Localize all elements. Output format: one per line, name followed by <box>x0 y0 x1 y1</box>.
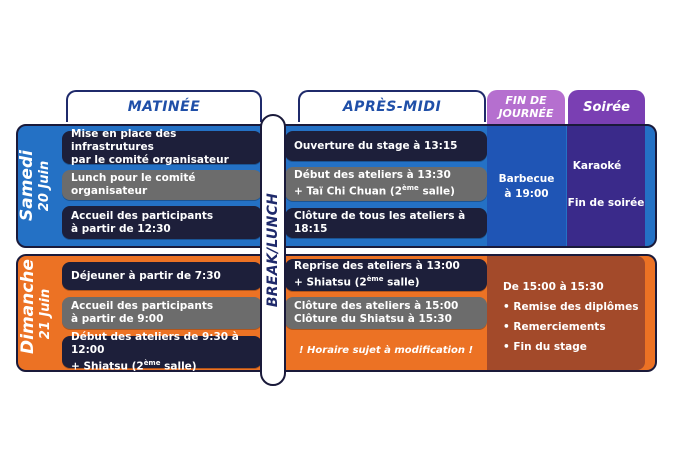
header-apres-midi <box>298 90 486 122</box>
dimanche-morning-item-2 <box>62 297 262 329</box>
samedi-morning-item-3 <box>62 206 262 239</box>
dimanche-end-item-2: • Remerciements <box>503 321 606 333</box>
dimanche-morning-3-line2: + Shiatsu (2ème salle) <box>71 358 197 373</box>
samedi-soiree-column <box>567 126 645 246</box>
samedi-soiree-item-1: Karaoké <box>572 160 622 172</box>
samedi-barbecue <box>487 172 566 204</box>
dimanche-morning-item-3 <box>62 330 262 373</box>
dimanche-end-item-3: • Fin du stage <box>503 341 587 353</box>
samedi-afternoon-item-1 <box>285 131 487 161</box>
dimanche-day-label <box>18 259 56 354</box>
break-lunch-label: BREAK/LUNCH <box>265 192 281 308</box>
samedi-morning-3-line2: à partir de 12:30 <box>71 222 171 235</box>
samedi-afternoon-item-2 <box>285 167 487 201</box>
samedi-morning-3-line1: Accueil des participants <box>71 209 214 222</box>
samedi-soiree-item-2: Fin de soirée <box>567 197 645 209</box>
header-soiree <box>568 90 645 124</box>
samedi-barbecue-line1: Barbecue <box>498 173 555 185</box>
header-fin-line1: FIN DE <box>505 94 547 107</box>
dimanche-afternoon-2-line1: Clôture des ateliers à 15:00 <box>294 300 459 312</box>
samedi-afternoon-2-line1: Début des ateliers à 13:30 <box>294 169 451 182</box>
samedi-date: 20 Juin <box>37 160 52 212</box>
header-fin-de-journee <box>487 90 565 124</box>
samedi-morning-1-line1: Mise en place des infrastrutures <box>71 128 177 153</box>
samedi-barbecue-line2: à 19:00 <box>504 188 549 200</box>
samedi-afternoon-2-line2: + Taï Chi Chuan (2ème salle) <box>294 184 455 198</box>
dimanche-afternoon-2-line2: Clôture du Shiatsu à 15:30 <box>294 313 452 325</box>
dimanche-morning-item-1 <box>62 262 262 290</box>
dimanche-end-item-1: • Remise des diplômes <box>503 301 639 313</box>
samedi-morning-item-1 <box>62 128 262 166</box>
header-fin-line2: JOURNÉE <box>498 107 554 120</box>
samedi-morning-1-line2: par le comité organisateur <box>71 154 229 166</box>
dimanche-afternoon-1-line1: Reprise des ateliers à 13:00 <box>294 260 460 273</box>
header-matinee <box>66 90 262 122</box>
dimanche-morning-2-line2: à partir de 9:00 <box>71 313 164 325</box>
samedi-day: Samedi <box>17 150 37 221</box>
dimanche-morning-3-line1: Début des ateliers de 9:30 à 12:00 <box>71 330 239 356</box>
dimanche-morning-2-line1: Accueil des participants <box>71 300 214 312</box>
samedi-afternoon-3-line1: Clôture de tous les ateliers à 18:15 <box>294 210 466 235</box>
samedi-afternoon-1-line1: Ouverture du stage à 13:15 <box>294 139 458 152</box>
dimanche-end-title: De 15:00 à 15:30 <box>503 281 604 293</box>
dimanche-date: 21 Juin <box>38 288 53 340</box>
dimanche-afternoon-item-1 <box>285 259 487 291</box>
samedi-morning-2-line1: Lunch pour le comité organisateur <box>71 172 196 197</box>
samedi-day-label <box>19 151 55 221</box>
header-apres-midi-label: APRÈS-MIDI <box>342 99 442 115</box>
dimanche-afternoon-1-line2: + Shiatsu (2ème salle) <box>294 275 420 289</box>
dimanche-morning-1-line1: Déjeuner à partir de 7:30 <box>71 269 221 282</box>
samedi-afternoon-item-3 <box>285 208 487 238</box>
samedi-morning-item-2 <box>62 170 262 200</box>
break-lunch-separator <box>260 114 286 386</box>
header-matinee-label: MATINÉE <box>127 99 201 115</box>
dimanche-day: Dimanche <box>18 259 38 354</box>
dimanche-schedule-notice: ! Horaire sujet à modification ! <box>298 345 474 356</box>
dimanche-end-block <box>503 277 643 367</box>
header-soiree-label: Soirée <box>583 99 630 115</box>
dimanche-afternoon-item-2 <box>285 297 487 329</box>
